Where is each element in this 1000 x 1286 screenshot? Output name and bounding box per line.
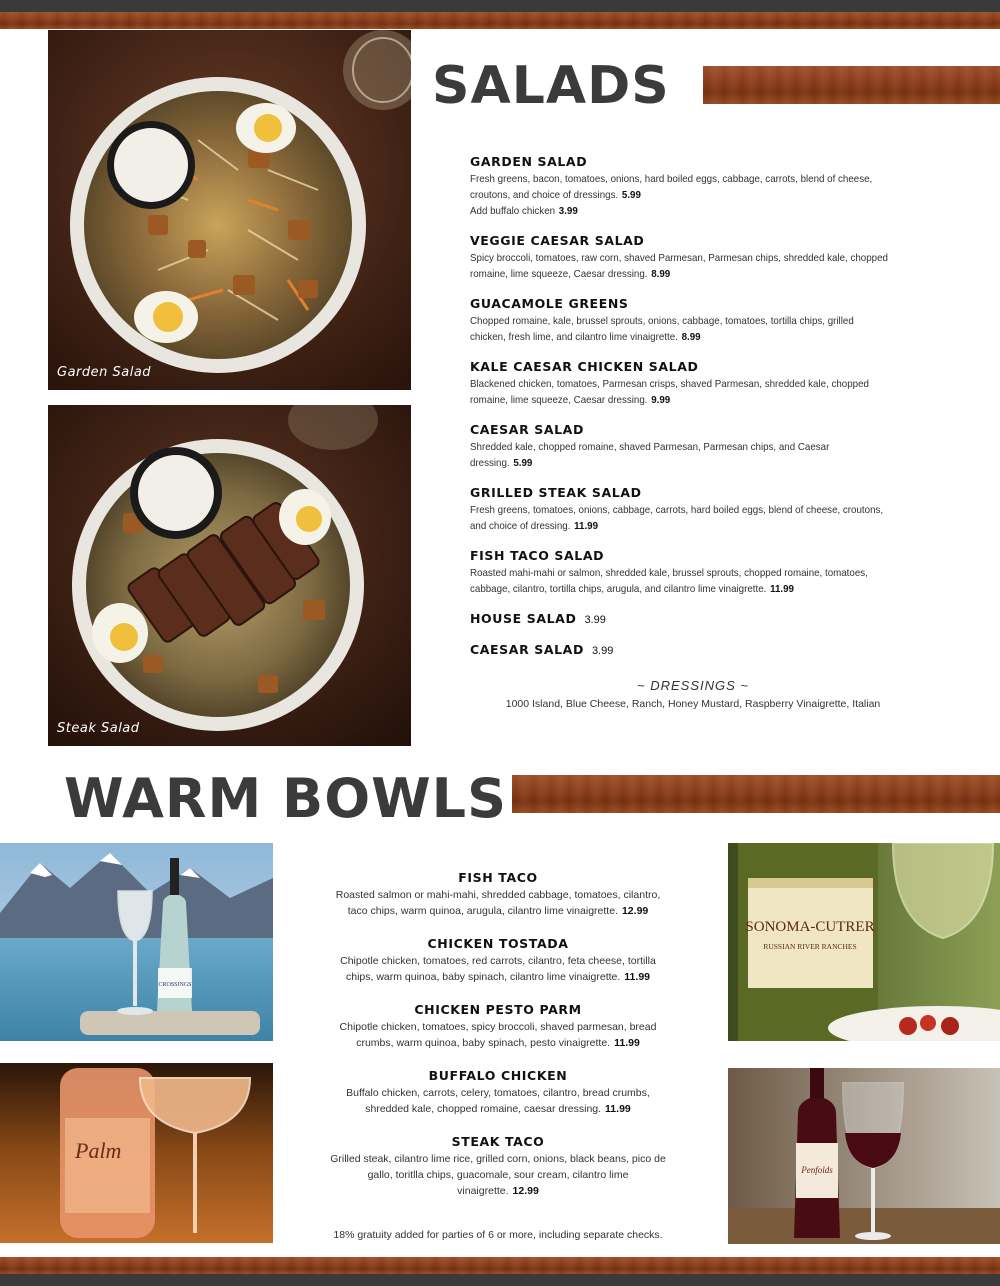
item-desc-text: Spicy broccoli, tomatoes, raw corn, shaved Parmesan, Parmesan chips, shredded kale, chopped romaine, lime squeeze, Caesar dressing. — [470, 252, 888, 280]
top-dark-band — [0, 0, 1000, 12]
warm-bowls-list — [328, 870, 668, 1216]
item-name: FISH TACO SALAD — [470, 548, 605, 563]
item-description — [328, 953, 668, 985]
item-description — [470, 439, 889, 471]
menu-item — [470, 642, 890, 657]
garden-salad-photo — [48, 30, 411, 390]
penfolds-label: Penfolds — [801, 1165, 833, 1175]
menu-item — [470, 485, 890, 534]
item-description — [470, 171, 889, 219]
item-price: 11.99 — [605, 1103, 631, 1115]
item-price: 3.99 — [584, 614, 606, 626]
menu-item — [328, 936, 668, 985]
palm-label: Palm — [75, 1138, 122, 1163]
rose-wine-photo — [0, 1063, 273, 1243]
item-price: 5.99 — [513, 457, 533, 469]
item-description — [328, 1085, 668, 1117]
warm-bowls-title: WARM BOWLS — [64, 767, 507, 830]
wine-label-2: RUSSIAN RIVER RANCHES — [763, 942, 857, 951]
steak-salad-photo — [48, 405, 411, 746]
item-price: 5.99 — [621, 189, 641, 201]
item-price: 11.99 — [624, 971, 650, 983]
item-name: KALE CAESAR CHICKEN SALAD — [470, 359, 699, 374]
item-desc-text: Roasted mahi-mahi or salmon, shredded kale, brussel sprouts, chopped romaine, tomatoes, cabbage, cilantro, tortilla chips, arugula, and cilantro lime vinaigrette. — [470, 567, 868, 595]
bottom-wood-band — [0, 1257, 1000, 1274]
steak-salad-caption: Steak Salad — [57, 721, 140, 736]
bottom-dark-band — [0, 1274, 1000, 1286]
menu-item — [328, 1068, 668, 1117]
item-name: VEGGIE CAESAR SALAD — [470, 233, 645, 248]
item-description — [328, 887, 668, 919]
crossings-label: CROSSINGS — [158, 982, 192, 988]
menu-item — [328, 1134, 668, 1199]
item-price: 3.99 — [591, 645, 614, 657]
item-name-text: HOUSE SALAD — [470, 611, 577, 626]
garden-salad-caption: Garden Salad — [57, 365, 152, 380]
item-desc-text: Roasted salmon or mahi-mahi, shredded cabbage, tomatoes, cilantro, taco chips, warm quinoa, arugula, cilantro lime vinaigrette. — [335, 889, 661, 917]
item-name — [470, 642, 890, 657]
item-description — [470, 250, 889, 282]
item-name: STEAK TACO — [451, 1134, 545, 1149]
red-wine-photo — [728, 1068, 1000, 1244]
item-description — [470, 565, 889, 597]
item-description — [470, 502, 889, 534]
menu-item — [470, 611, 890, 626]
menu-item — [470, 548, 890, 597]
item-price: 8.99 — [651, 268, 671, 280]
item-name: GUACAMOLE GREENS — [470, 296, 629, 311]
wine-label-1: SONOMA-CUTRER — [745, 919, 875, 935]
item-name: BUFFALO CHICKEN — [428, 1068, 568, 1083]
item-price: 11.99 — [770, 583, 794, 595]
white-wine-lake-photo — [0, 843, 273, 1041]
item-name-text: CAESAR SALAD — [470, 642, 584, 657]
item-description — [470, 376, 889, 408]
menu-item — [470, 154, 890, 219]
item-name — [470, 611, 890, 626]
item-name: GRILLED STEAK SALAD — [470, 485, 642, 500]
menu-item — [470, 296, 890, 345]
warm-bowls-title-bar — [512, 775, 1000, 813]
item-desc-text: Fresh greens, bacon, tomatoes, onions, hard boiled eggs, cabbage, carrots, blend of cheese, croutons, and choice of dressings. — [470, 173, 873, 201]
item-description — [328, 1151, 668, 1199]
item-extra-price: 3.99 — [558, 205, 578, 217]
item-name: FISH TACO — [458, 870, 538, 885]
item-name: GARDEN SALAD — [470, 154, 588, 169]
dressings-list: 1000 Island, Blue Cheese, Ranch, Honey Mustard, Raspberry Vinaigrette, Italian — [505, 698, 881, 710]
menu-item — [470, 422, 890, 471]
item-desc-text: Blackened chicken, tomatoes, Parmesan crisps, shaved Parmesan, shredded kale, chopped romaine, lime squeeze, Caesar dressing. — [470, 378, 869, 406]
sonoma-cutrer-wine-photo — [728, 843, 1000, 1041]
item-description — [328, 1019, 668, 1051]
item-desc-text: Grilled steak, cilantro lime rice, grilled corn, onions, black beans, pico de gallo, toritlla chips, guacomale, sour cream, cilantro lime vinaigrette. — [330, 1153, 666, 1197]
gratuity-note: 18% gratuity added for parties of 6 or more, including separate checks. — [333, 1229, 663, 1241]
menu-item — [328, 870, 668, 919]
salads-title: SALADS — [432, 56, 670, 116]
item-price: 11.99 — [614, 1037, 640, 1049]
item-name: CHICKEN TOSTADA — [427, 936, 569, 951]
item-extra: Add buffalo chicken — [470, 205, 556, 217]
dressings-title: ~ DRESSINGS ~ — [637, 678, 749, 693]
item-price: 12.99 — [512, 1185, 539, 1197]
item-name: CHICKEN PESTO PARM — [414, 1002, 582, 1017]
item-price: 9.99 — [651, 394, 671, 406]
menu-item — [470, 233, 890, 282]
item-desc-text: Shredded kale, chopped romaine, shaved Parmesan, Parmesan chips, and Caesar dressing. — [470, 441, 830, 469]
item-desc-text: Buffalo chicken, carrots, celery, tomatoes, cilantro, bread crumbs, shredded kale, chopped romaine, caesar dressing. — [346, 1087, 650, 1115]
item-price: 11.99 — [574, 520, 599, 532]
item-description — [470, 313, 889, 345]
item-name: CAESAR SALAD — [470, 422, 584, 437]
item-desc-text: Fresh greens, tomatoes, onions, cabbage, carrots, hard boiled eggs, blend of cheese, croutons, and choice of dressing. — [470, 504, 884, 532]
item-price: 12.99 — [621, 905, 649, 917]
item-price: 8.99 — [681, 331, 701, 343]
item-desc-text: Chopped romaine, kale, brussel sprouts, onions, cabbage, tomatoes, tortilla chips, grilled chicken, fresh lime, and cilantro lime vinaigrette. — [470, 315, 854, 343]
item-desc-text: Chipotle chicken, tomatoes, red carrots, cilantro, feta cheese, tortilla chips, warm quinoa, baby spinach, cilantro lime vinaigrette. — [340, 955, 656, 983]
salads-menu-list — [470, 154, 890, 671]
top-wood-band — [0, 12, 1000, 29]
menu-item — [328, 1002, 668, 1051]
salads-title-bar — [703, 66, 1000, 104]
menu-item — [470, 359, 890, 408]
item-desc-text: Chipotle chicken, tomatoes, spicy broccoli, shaved parmesan, bread crumbs, warm quinoa, baby spinach, pesto vinaigrette. — [339, 1021, 657, 1049]
